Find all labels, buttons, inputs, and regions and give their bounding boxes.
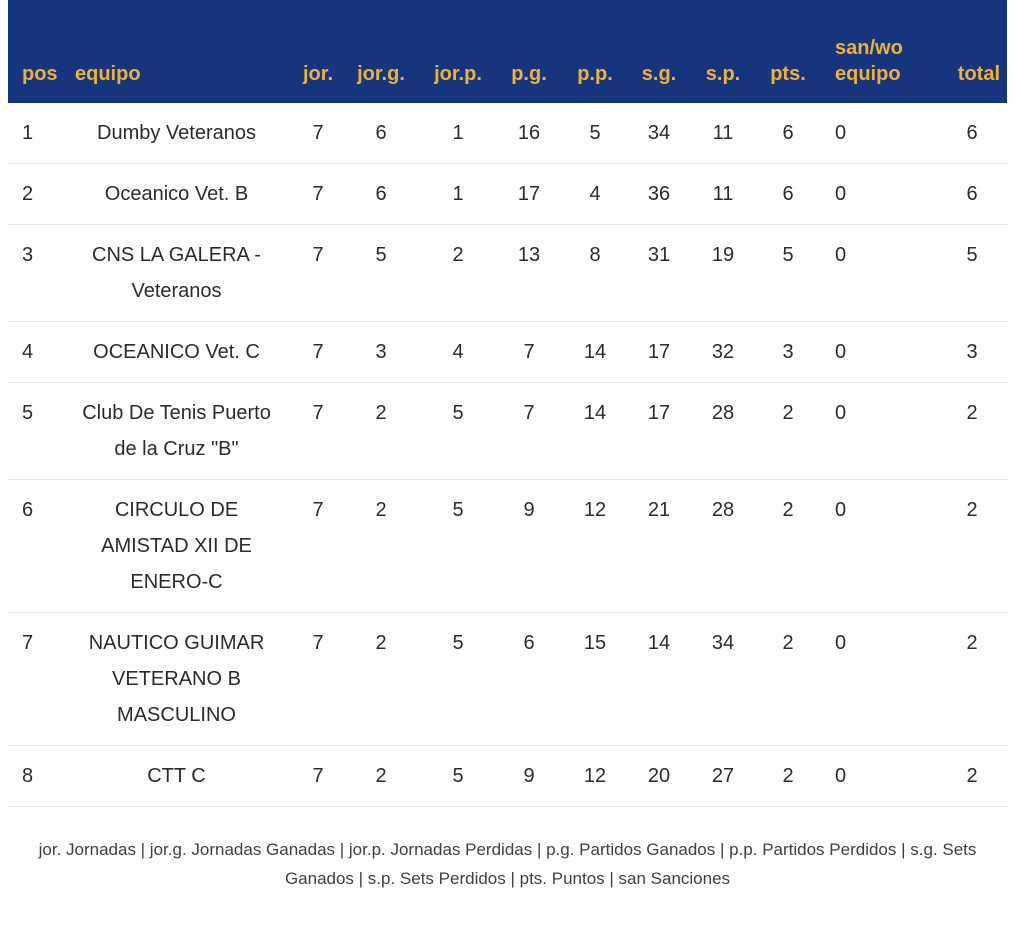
cell-sg: 14 <box>647 632 671 654</box>
cell-sg: 34 <box>647 122 671 144</box>
cell-jorp: 4 <box>452 341 464 363</box>
cell-sg: 31 <box>647 244 671 266</box>
cell-pp: 5 <box>589 122 601 144</box>
column-header-sp: s.p. <box>691 0 755 103</box>
table-row <box>8 103 1007 164</box>
team-name: Oceanico Vet. B <box>104 183 249 205</box>
cell-jorp: 5 <box>452 499 464 521</box>
cell-pos: 2 <box>22 183 34 205</box>
cell-pp: 12 <box>583 765 607 787</box>
cell-pos: 7 <box>22 632 34 654</box>
cell-jorg: 2 <box>375 765 387 787</box>
cell-jor: 7 <box>312 341 324 363</box>
cell-sanwo: 0 <box>835 402 847 424</box>
cell-equipo <box>58 383 295 480</box>
cell-sp: 11 <box>712 183 734 205</box>
cell-jor: 7 <box>312 183 324 205</box>
cell-pts: 2 <box>782 402 794 424</box>
cell-total: 6 <box>966 122 978 144</box>
team-name: OCEANICO Vet. C <box>93 341 260 363</box>
cell-pp: 15 <box>583 632 607 654</box>
cell-sp: 28 <box>711 499 735 521</box>
cell-pg: 17 <box>517 183 541 205</box>
column-header-pg: p.g. <box>495 0 563 103</box>
cell-jorg: 6 <box>375 122 387 144</box>
cell-sanwo: 0 <box>835 341 847 363</box>
cell-sanwo: 0 <box>835 499 847 521</box>
legend-text: jor. Jornadas | jor.g. Jornadas Ganadas | jor.p. Jornadas Perdidas | p.g. Partidos Ganados | p.p. Partidos Perdidos | s.g. Sets Ganados | s.p. Sets Perdidos | pts. Puntos | san Sanciones <box>38 840 977 888</box>
cell-jorp: 1 <box>452 122 464 144</box>
cell-pos: 8 <box>22 765 34 787</box>
cell-pp: 8 <box>589 244 601 266</box>
cell-jor: 7 <box>312 499 324 521</box>
cell-pts: 6 <box>782 183 794 205</box>
cell-total: 2 <box>966 402 978 424</box>
cell-pp: 14 <box>583 402 607 424</box>
cell-jorp: 5 <box>452 632 464 654</box>
cell-pts: 5 <box>782 244 794 266</box>
cell-jor: 7 <box>312 244 324 266</box>
cell-sp: 28 <box>711 402 735 424</box>
cell-pg: 13 <box>517 244 541 266</box>
table-row <box>8 480 1007 613</box>
table-row <box>8 746 1007 807</box>
cell-total: 2 <box>966 765 978 787</box>
cell-pg: 7 <box>523 402 535 424</box>
cell-jorg: 2 <box>375 632 387 654</box>
cell-sg: 17 <box>647 341 671 363</box>
cell-jorp: 5 <box>452 402 464 424</box>
cell-jorg: 3 <box>375 341 387 363</box>
cell-sp: 32 <box>711 341 735 363</box>
cell-equipo <box>58 322 295 383</box>
table-row <box>8 225 1007 322</box>
cell-sg: 17 <box>647 402 671 424</box>
cell-sp: 11 <box>712 122 734 144</box>
team-name: Club De Tenis Puerto de la Cruz "B" <box>82 402 271 460</box>
team-name: NAUTICO GUIMAR VETERANO B MASCULINO <box>88 632 265 726</box>
table-row <box>8 322 1007 383</box>
table-row <box>8 383 1007 480</box>
cell-total: 2 <box>966 499 978 521</box>
cell-pp: 14 <box>583 341 607 363</box>
cell-jor: 7 <box>312 765 324 787</box>
table-header <box>8 0 1007 103</box>
column-header-pos: pos <box>8 0 58 103</box>
cell-sanwo: 0 <box>835 122 847 144</box>
cell-jorg: 6 <box>375 183 387 205</box>
cell-sanwo: 0 <box>835 183 847 205</box>
cell-equipo <box>58 480 295 613</box>
standings-table <box>8 0 1007 807</box>
column-header-sg: s.g. <box>627 0 691 103</box>
cell-total: 6 <box>966 183 978 205</box>
team-name: CIRCULO DE AMISTAD XII DE ENERO-C <box>101 499 252 593</box>
cell-pts: 3 <box>782 341 794 363</box>
cell-pg: 9 <box>523 765 535 787</box>
cell-pts: 6 <box>782 122 794 144</box>
cell-pg: 7 <box>523 341 535 363</box>
cell-sg: 36 <box>647 183 671 205</box>
cell-jor: 7 <box>312 402 324 424</box>
table-body <box>8 103 1007 807</box>
column-header-pp: p.p. <box>563 0 627 103</box>
cell-jor: 7 <box>312 632 324 654</box>
cell-jorg: 2 <box>375 499 387 521</box>
cell-pts: 2 <box>782 499 794 521</box>
cell-pos: 3 <box>22 244 34 266</box>
cell-jor: 7 <box>312 122 324 144</box>
cell-jorp: 5 <box>452 765 464 787</box>
cell-pg: 9 <box>523 499 535 521</box>
column-header-sanwo: san/wo equipo <box>821 0 937 103</box>
cell-pp: 4 <box>589 183 601 205</box>
cell-pos: 5 <box>22 402 34 424</box>
cell-pts: 2 <box>782 632 794 654</box>
team-name: Dumby Veteranos <box>97 122 256 144</box>
cell-pp: 12 <box>583 499 607 521</box>
cell-jorp: 2 <box>452 244 464 266</box>
cell-equipo <box>58 613 295 746</box>
cell-equipo <box>58 225 295 322</box>
header-row <box>8 0 1007 103</box>
cell-sp: 19 <box>711 244 735 266</box>
cell-pg: 16 <box>517 122 541 144</box>
cell-pos: 1 <box>22 122 34 144</box>
column-header-total: total <box>937 0 1007 103</box>
team-name: CNS LA GALERA - Veteranos <box>92 244 261 302</box>
cell-sp: 27 <box>711 765 735 787</box>
cell-equipo <box>58 103 295 164</box>
cell-jorg: 5 <box>375 244 387 266</box>
cell-sanwo: 0 <box>835 632 847 654</box>
cell-total: 2 <box>966 632 978 654</box>
cell-pos: 4 <box>22 341 34 363</box>
column-header-jorg: jor.g. <box>341 0 421 103</box>
cell-sanwo: 0 <box>835 244 847 266</box>
table-row <box>8 164 1007 225</box>
team-name: CTT C <box>147 765 206 787</box>
table-row <box>8 613 1007 746</box>
cell-sg: 20 <box>647 765 671 787</box>
cell-jorp: 1 <box>452 183 464 205</box>
column-header-pts: pts. <box>755 0 821 103</box>
column-header-jor: jor. <box>295 0 341 103</box>
cell-equipo <box>58 746 295 807</box>
cell-sp: 34 <box>711 632 735 654</box>
cell-pos: 6 <box>22 499 34 521</box>
cell-total: 3 <box>966 341 978 363</box>
cell-equipo <box>58 164 295 225</box>
cell-total: 5 <box>966 244 978 266</box>
cell-pg: 6 <box>523 632 535 654</box>
column-header-equipo: equipo <box>58 0 295 103</box>
column-header-jorp: jor.p. <box>421 0 495 103</box>
cell-sanwo: 0 <box>835 765 847 787</box>
cell-jorg: 2 <box>375 402 387 424</box>
cell-pts: 2 <box>782 765 794 787</box>
cell-sg: 21 <box>647 499 671 521</box>
